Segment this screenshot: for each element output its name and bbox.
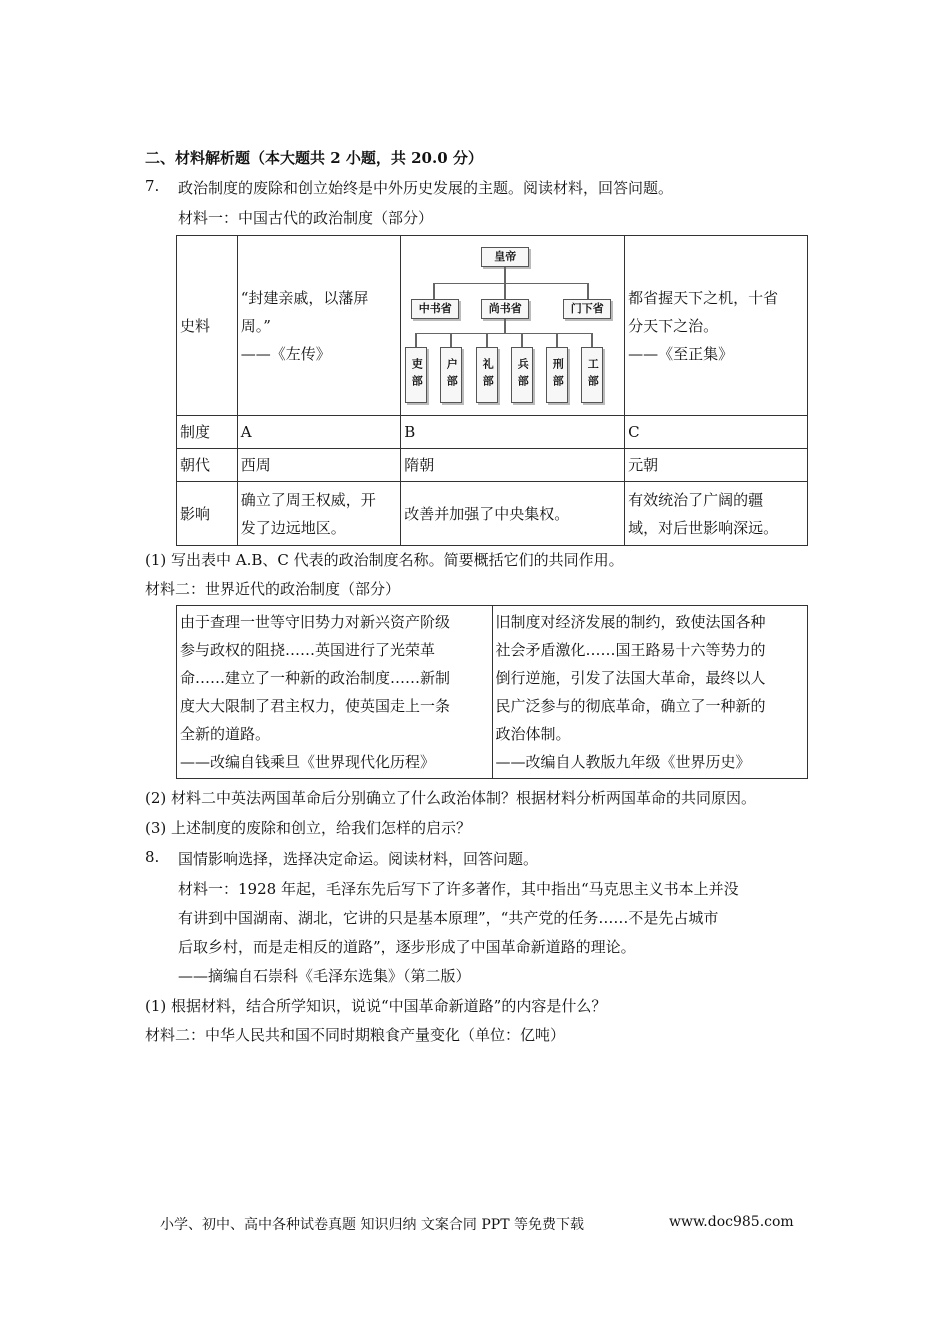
material-line: 社会矛盾激化……国王路易十六等势力的 <box>495 641 766 659</box>
q7-material2-title: 材料二：世界近代的政治制度（部分） <box>145 580 401 598</box>
org-line <box>415 333 592 335</box>
chaodai-b: 隋朝 <box>401 449 625 482</box>
org-box-bingbu: 兵部 <box>511 347 533 403</box>
q8-material1-line: 后取乡村，而是走相反的道路”，逐步形成了中国革命新道路的理论。 <box>178 938 636 956</box>
material-line: 政治体制。 <box>495 725 571 743</box>
org-line <box>521 333 523 347</box>
org-line <box>504 267 506 283</box>
org-line <box>504 319 506 333</box>
three-departments-six-ministries-chart <box>401 241 619 411</box>
yingxiang-c-line: 有效统治了广阔的疆 <box>628 490 764 509</box>
yingxiang-c-line: 域，对后世影响深远。 <box>628 518 779 537</box>
q8-material1-source: ——摘编自石崇科《毛泽东选集》（第二版） <box>178 967 471 985</box>
france-revolution-text <box>492 606 808 779</box>
material-line: 民广泛参与的彻底革命，确立了一种新的 <box>495 697 766 715</box>
row-header-chaodai: 朝代 <box>177 449 238 482</box>
material-line: 倒行逆施，引发了法国大革命，最终以人 <box>495 669 766 687</box>
q8-material2-title: 材料二：中华人民共和国不同时期粮食产量变化（单位：亿吨） <box>145 1026 566 1044</box>
shiliao-zhizhengji <box>625 236 808 416</box>
org-box-libu-rites: 礼部 <box>476 347 498 403</box>
org-box-emperor: 皇帝 <box>481 247 529 267</box>
q7-material1-title: 材料一：中国古代的政治制度（部分） <box>178 209 434 227</box>
q8-number: 8. <box>145 848 160 866</box>
political-system-table <box>176 235 808 546</box>
shiliao-a-line: “封建亲戚，以藩屏 <box>240 288 369 307</box>
revolution-material-table <box>176 605 808 779</box>
q8-material1-line: 材料一：1928 年起，毛泽东先后写下了许多著作，其中指出“马克思主义书本上并没 <box>178 880 739 898</box>
shiliao-zuozhuan <box>237 236 401 416</box>
yingxiang-c <box>625 482 808 546</box>
yingxiang-a-line: 确立了周王权威，开 <box>240 490 376 509</box>
footer-website-link[interactable]: www.doc985.com <box>669 1214 794 1230</box>
org-line <box>486 333 488 347</box>
yingxiang-b: 改善并加强了中央集权。 <box>401 482 625 546</box>
org-box-xingbu: 刑部 <box>546 347 568 403</box>
org-box-gongbu: 工部 <box>581 347 603 403</box>
zhidu-c: C <box>625 416 808 449</box>
org-line <box>556 333 558 347</box>
material-line: 旧制度对经济发展的制约，致使法国各种 <box>495 613 766 631</box>
section-title: 二、材料解析题（本大题共 2 小题，共 20.0 分） <box>145 149 483 167</box>
material-line: 度大大限制了君主权力，使英国走上一条 <box>180 697 451 715</box>
org-box-zhongshu: 中书省 <box>411 299 459 319</box>
zhidu-b: B <box>401 416 625 449</box>
material-line: 参与政权的阻挠……英国进行了光荣革 <box>180 641 436 659</box>
footer-promo-text: 小学、初中、高中各种试卷真题 知识归纳 文案合同 PPT 等免费下载 <box>160 1217 584 1233</box>
shiliao-c-source: ——《至正集》 <box>628 344 734 363</box>
org-line <box>591 333 593 347</box>
q7-subquestion-3: (3) 上述制度的废除和创立，给我们怎样的启示？ <box>145 819 472 837</box>
shiliao-c-line: 都省握天下之机，十省 <box>628 288 779 307</box>
chaodai-c: 元朝 <box>625 449 808 482</box>
org-line <box>433 283 587 285</box>
row-header-yingxiang: 影响 <box>177 482 238 546</box>
material-line: 由于查理一世等守旧势力对新兴资产阶级 <box>180 613 451 631</box>
q8-material1-line: 有讲到中国湖南、湖北，它讲的只是基本原理”，“共产党的任务……不是先占城市 <box>178 909 719 927</box>
shiliao-c-line: 分天下之治。 <box>628 316 719 335</box>
material-line: 命……建立了一种新的政治制度……新制 <box>180 669 451 687</box>
material-source: ——改编自钱乘旦《世界现代化历程》 <box>180 753 436 771</box>
org-box-menxia: 门下省 <box>563 299 611 319</box>
row-header-zhidu: 制度 <box>177 416 238 449</box>
q7-number: 7. <box>145 177 160 195</box>
shiliao-a-source: ——《左传》 <box>240 344 331 363</box>
shiliao-org-chart <box>401 236 625 416</box>
yingxiang-a <box>237 482 401 546</box>
england-revolution-text <box>177 606 493 779</box>
row-header-shiliao: 史料 <box>177 236 238 416</box>
org-box-hubu: 户部 <box>440 347 462 403</box>
shiliao-a-line: 周。” <box>240 316 271 335</box>
yingxiang-a-line: 发了边远地区。 <box>240 518 346 537</box>
q8-subquestion-1: (1) 根据材料，结合所学知识，说说“中国革命新道路”的内容是什么？ <box>145 997 607 1015</box>
org-box-shangshu: 尚书省 <box>481 299 529 319</box>
org-box-libu-personnel: 吏部 <box>405 347 427 403</box>
material-source: ——改编自人教版九年级《世界历史》 <box>495 753 751 771</box>
q7-subquestion-2: (2) 材料二中英法两国革命后分别确立了什么政治体制？根据材料分析两国革命的共同原因。 <box>145 789 757 807</box>
org-line <box>415 333 417 347</box>
zhidu-a: A <box>237 416 401 449</box>
q7-stem: 政治制度的废除和创立始终是中外历史发展的主题。阅读材料，回答问题。 <box>178 179 674 197</box>
q8-stem: 国情影响选择，选择决定命运。阅读材料，回答问题。 <box>178 850 539 868</box>
chaodai-a: 西周 <box>237 449 401 482</box>
q7-subquestion-1: (1) 写出表中 A.B、C 代表的政治制度名称。简要概括它们的共同作用。 <box>145 551 624 569</box>
material-line: 全新的道路。 <box>180 725 271 743</box>
org-line <box>450 333 452 347</box>
